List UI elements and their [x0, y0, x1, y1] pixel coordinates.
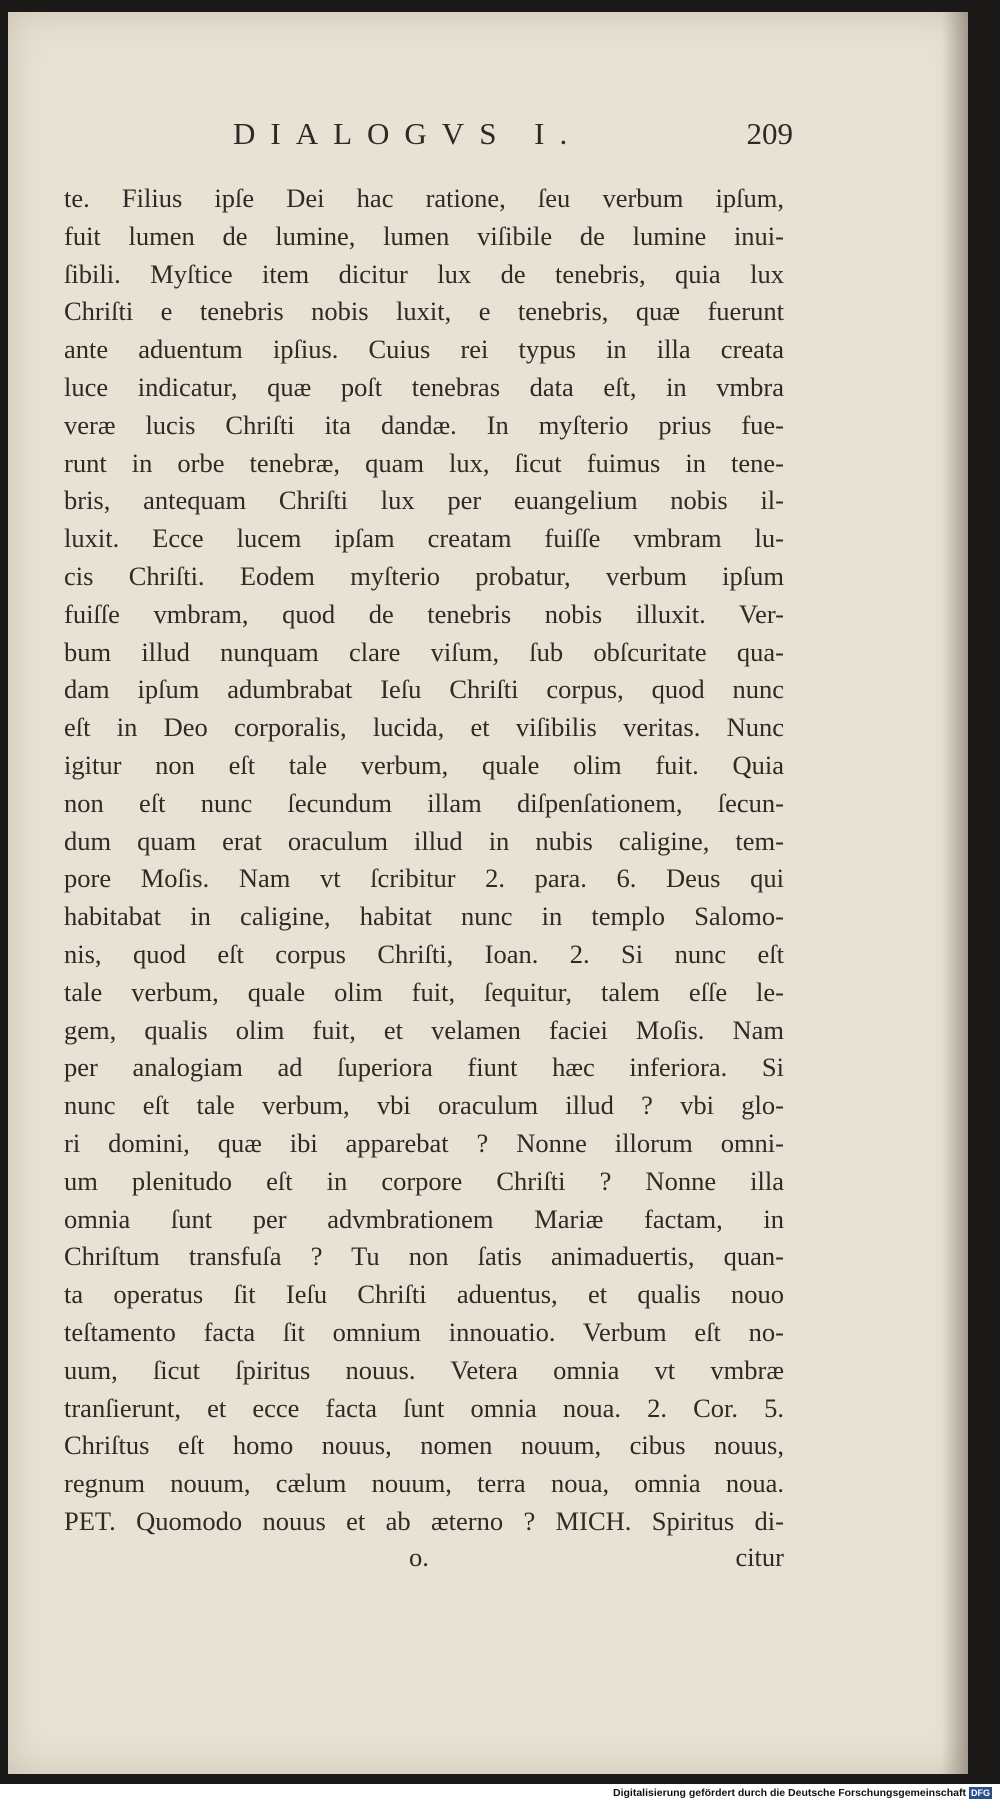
text-line: dum quam erat oraculum illud in nubis caligine, tem- [64, 825, 784, 856]
page-number: 209 [746, 116, 793, 151]
running-head [233, 116, 793, 156]
text-line: dam ipſum adumbrabat Ieſu Chriſti corpus, quod nunc [64, 674, 784, 705]
text-line: habitabat in caligine, habitat nunc in templo Salomo- [64, 901, 784, 932]
text-line: tranſierunt, et ecce facta ſunt omnia noua. 2. Cor. 5. [64, 1392, 784, 1423]
text-line: nis, quod eſt corpus Chriſti, Ioan. 2. Si nunc eſt [64, 938, 784, 969]
text-line: eſt in Deo corporalis, lucida, et viſibilis veritas. Nunc [64, 712, 784, 743]
text-line: veræ lucis Chriſti ita dandæ. In myſterio prius fue- [64, 409, 784, 440]
dfg-logo: DFG [971, 1788, 990, 1799]
text-line: bris, antequam Chriſti lux per euangelium nobis il- [64, 485, 784, 516]
text-line: PET. Quomodo nouus et ab æterno ? MICH. Spiritus di- [64, 1505, 784, 1536]
text-line: Chriſtus eſt homo nouus, nomen nouum, cibus nouus, [64, 1430, 784, 1461]
text-line: per analogiam ad ſuperiora fiunt hæc inferiora. Si [64, 1052, 784, 1083]
text-line: te. Filius ipſe Dei hac ratione, ſeu verbum ipſum, [64, 183, 784, 213]
text-line: ante aduentum ipſius. Cuius rei typus in illa creata [64, 334, 784, 365]
page-footer [64, 1542, 784, 1582]
text-line: nunc eſt tale verbum, vbi oraculum illud ? vbi glo- [64, 1090, 784, 1121]
catchword: citur [735, 1542, 784, 1572]
signature-mark: o. [409, 1542, 429, 1572]
credit-text: Digitalisierung gefördert durch die Deutsche Forschungsgemeinschaft [613, 1787, 966, 1799]
text-line: non eſt nunc ſecundum illam diſpenſationem, ſecun- [64, 787, 784, 818]
text-line: ta operatus ſit Ieſu Chriſti aduentus, et qualis nouo [64, 1279, 784, 1310]
text-line: luxit. Ecce lucem ipſam creatam fuiſſe vmbram lu- [64, 523, 784, 554]
text-line: regnum nouum, cælum nouum, terra noua, omnia noua. [64, 1468, 784, 1499]
text-line: cis Chriſti. Eodem myſterio probatur, verbum ipſum [64, 560, 784, 591]
running-head-title: DIALOGVS I. [233, 116, 583, 151]
text-line: tale verbum, quale olim fuit, ſequitur, talem eſſe le- [64, 976, 784, 1007]
text-line: pore Moſis. Nam vt ſcribitur 2. para. 6. Deus qui [64, 863, 784, 894]
text-line: fuiſſe vmbram, quod de tenebris nobis illuxit. Ver- [64, 598, 784, 629]
text-line: fuit lumen de lumine, lumen viſibile de lumine inui- [64, 220, 784, 251]
text-line: teſtamento facta ſit omnium innouatio. Verbum eſt no- [64, 1316, 784, 1347]
text-line: igitur non eſt tale verbum, quale olim fuit. Quia [64, 749, 784, 780]
text-line: omnia ſunt per advmbrationem Mariæ factam, in [64, 1203, 784, 1234]
book-page [8, 12, 968, 1774]
text-line: uum, ſicut ſpiritus nouus. Vetera omnia vt vmbræ [64, 1354, 784, 1385]
text-line: ri domini, quæ ibi apparebat ? Nonne illorum omni- [64, 1127, 784, 1158]
page-gutter-shadow [942, 12, 968, 1774]
text-line: luce indicatur, quæ poſt tenebras data eſt, in vmbra [64, 371, 784, 402]
text-line: Chriſtum transfuſa ? Tu non ſatis animaduertis, quan- [64, 1241, 784, 1272]
text-line: ſibili. Myſtice item dicitur lux de tenebris, quia lux [64, 258, 784, 289]
text-line: bum illud nunquam clare viſum, ſub obſcuritate qua- [64, 636, 784, 667]
body-text [64, 180, 784, 1541]
digitization-credit [613, 1787, 992, 1801]
text-line: runt in orbe tenebræ, quam lux, ſicut fuimus in tene- [64, 447, 784, 478]
text-line: gem, qualis olim fuit, et velamen faciei Moſis. Nam [64, 1014, 784, 1045]
text-line: um plenitudo eſt in corpore Chriſti ? Nonne illa [64, 1165, 784, 1196]
text-line: Chriſti e tenebris nobis luxit, e tenebris, quæ fuerunt [64, 296, 784, 327]
